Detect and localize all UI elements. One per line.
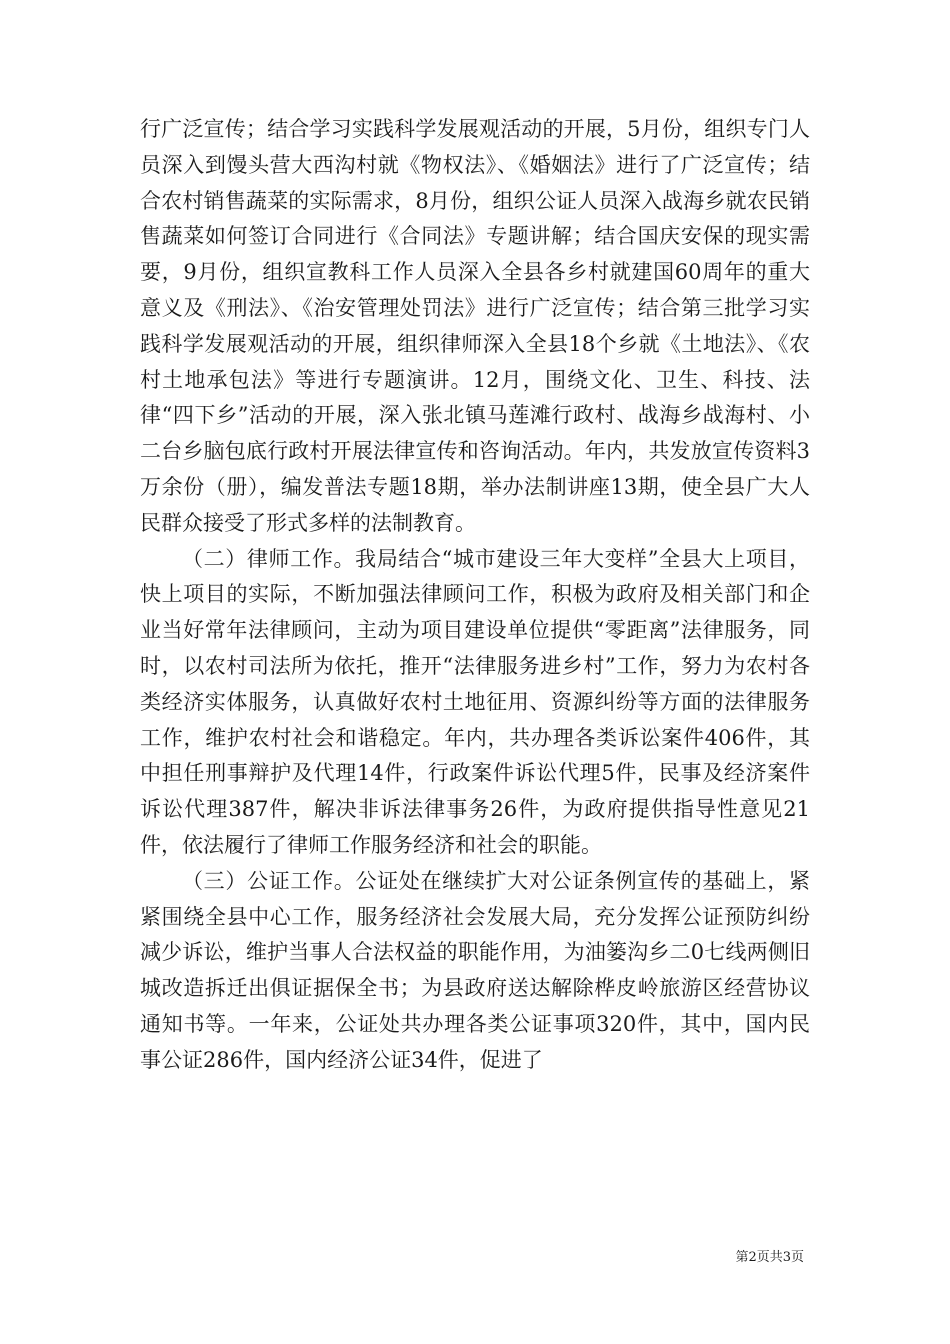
page-number-footer: 第2页共3页 [735, 1250, 804, 1265]
document-body [140, 112, 810, 1079]
paragraph-notary-work: （三）公证工作。公证处在继续扩大对公证条例宣传的基础上，紧紧围绕全县中心工作，服务经济社会发展大局，充分发挥公证预防纠纷减少诉讼，维护当事人合法权益的职能作用，为油篓沟乡二0七线两侧旧城改造拆迁出俱证据保全书；为县政府送达解除桦皮岭旅游区经营协议通知书等。一年来，公证处共办理各类公证事项320件，其中，国内民事公证286件，国内经济公证34件，促进了 [140, 868, 810, 1072]
paragraph-lawyer-work: （二）律师工作。我局结合“城市建设三年大变样”全县大上项目，快上项目的实际，不断加强法律顾问工作，积极为政府及相关部门和企业当好常年法律顾问，主动为项目建设单位提供“零距离”法律服务，同时，以农村司法所为依托，推开“法律服务进乡村”工作，努力为农村各类经济实体服务，认真做好农村土地征用、资源纠纷等方面的法律服务工作，维护农村社会和谐稳定。年内，共办理各类诉讼案件406件，其中担任刑事辩护及代理14件，行政案件诉讼代理5件，民事及经济案件诉讼代理387件，解决非诉法律事务26件，为政府提供指导性意见21件，依法履行了律师工作服务经济和社会的职能。 [140, 546, 810, 857]
paragraph-publicity: 行广泛宣传；结合学习实践科学发展观活动的开展，5月份，组织专门人员深入到馒头营大西沟村就《物权法》、《婚姻法》进行了广泛宣传；结合农村销售蔬菜的实际需求，8月份，组织公证人员深入战海乡就农民销售蔬菜如何签订合同进行《合同法》专题讲解；结合国庆安保的现实需要，9月份，组织宣教科工作人员深入全县各乡村就建国60周年的重大意义及《刑法》、《治安管理处罚法》进行广泛宣传；结合第三批学习实践科学发展观活动的开展，组织律师深入全县18个乡就《土地法》、《农村土地承包法》等进行专题演讲。12月，围绕文化、卫生、科技、法律“四下乡”活动的开展，深入张北镇马莲滩行政村、战海乡战海村、小二台乡脑包底行政村开展法律宣传和咨询活动。年内，共发放宣传资料3万余份（册），编发普法专题18期，举办法制讲座13期，使全县广大人民群众接受了形式多样的法制教育。 [140, 117, 810, 535]
